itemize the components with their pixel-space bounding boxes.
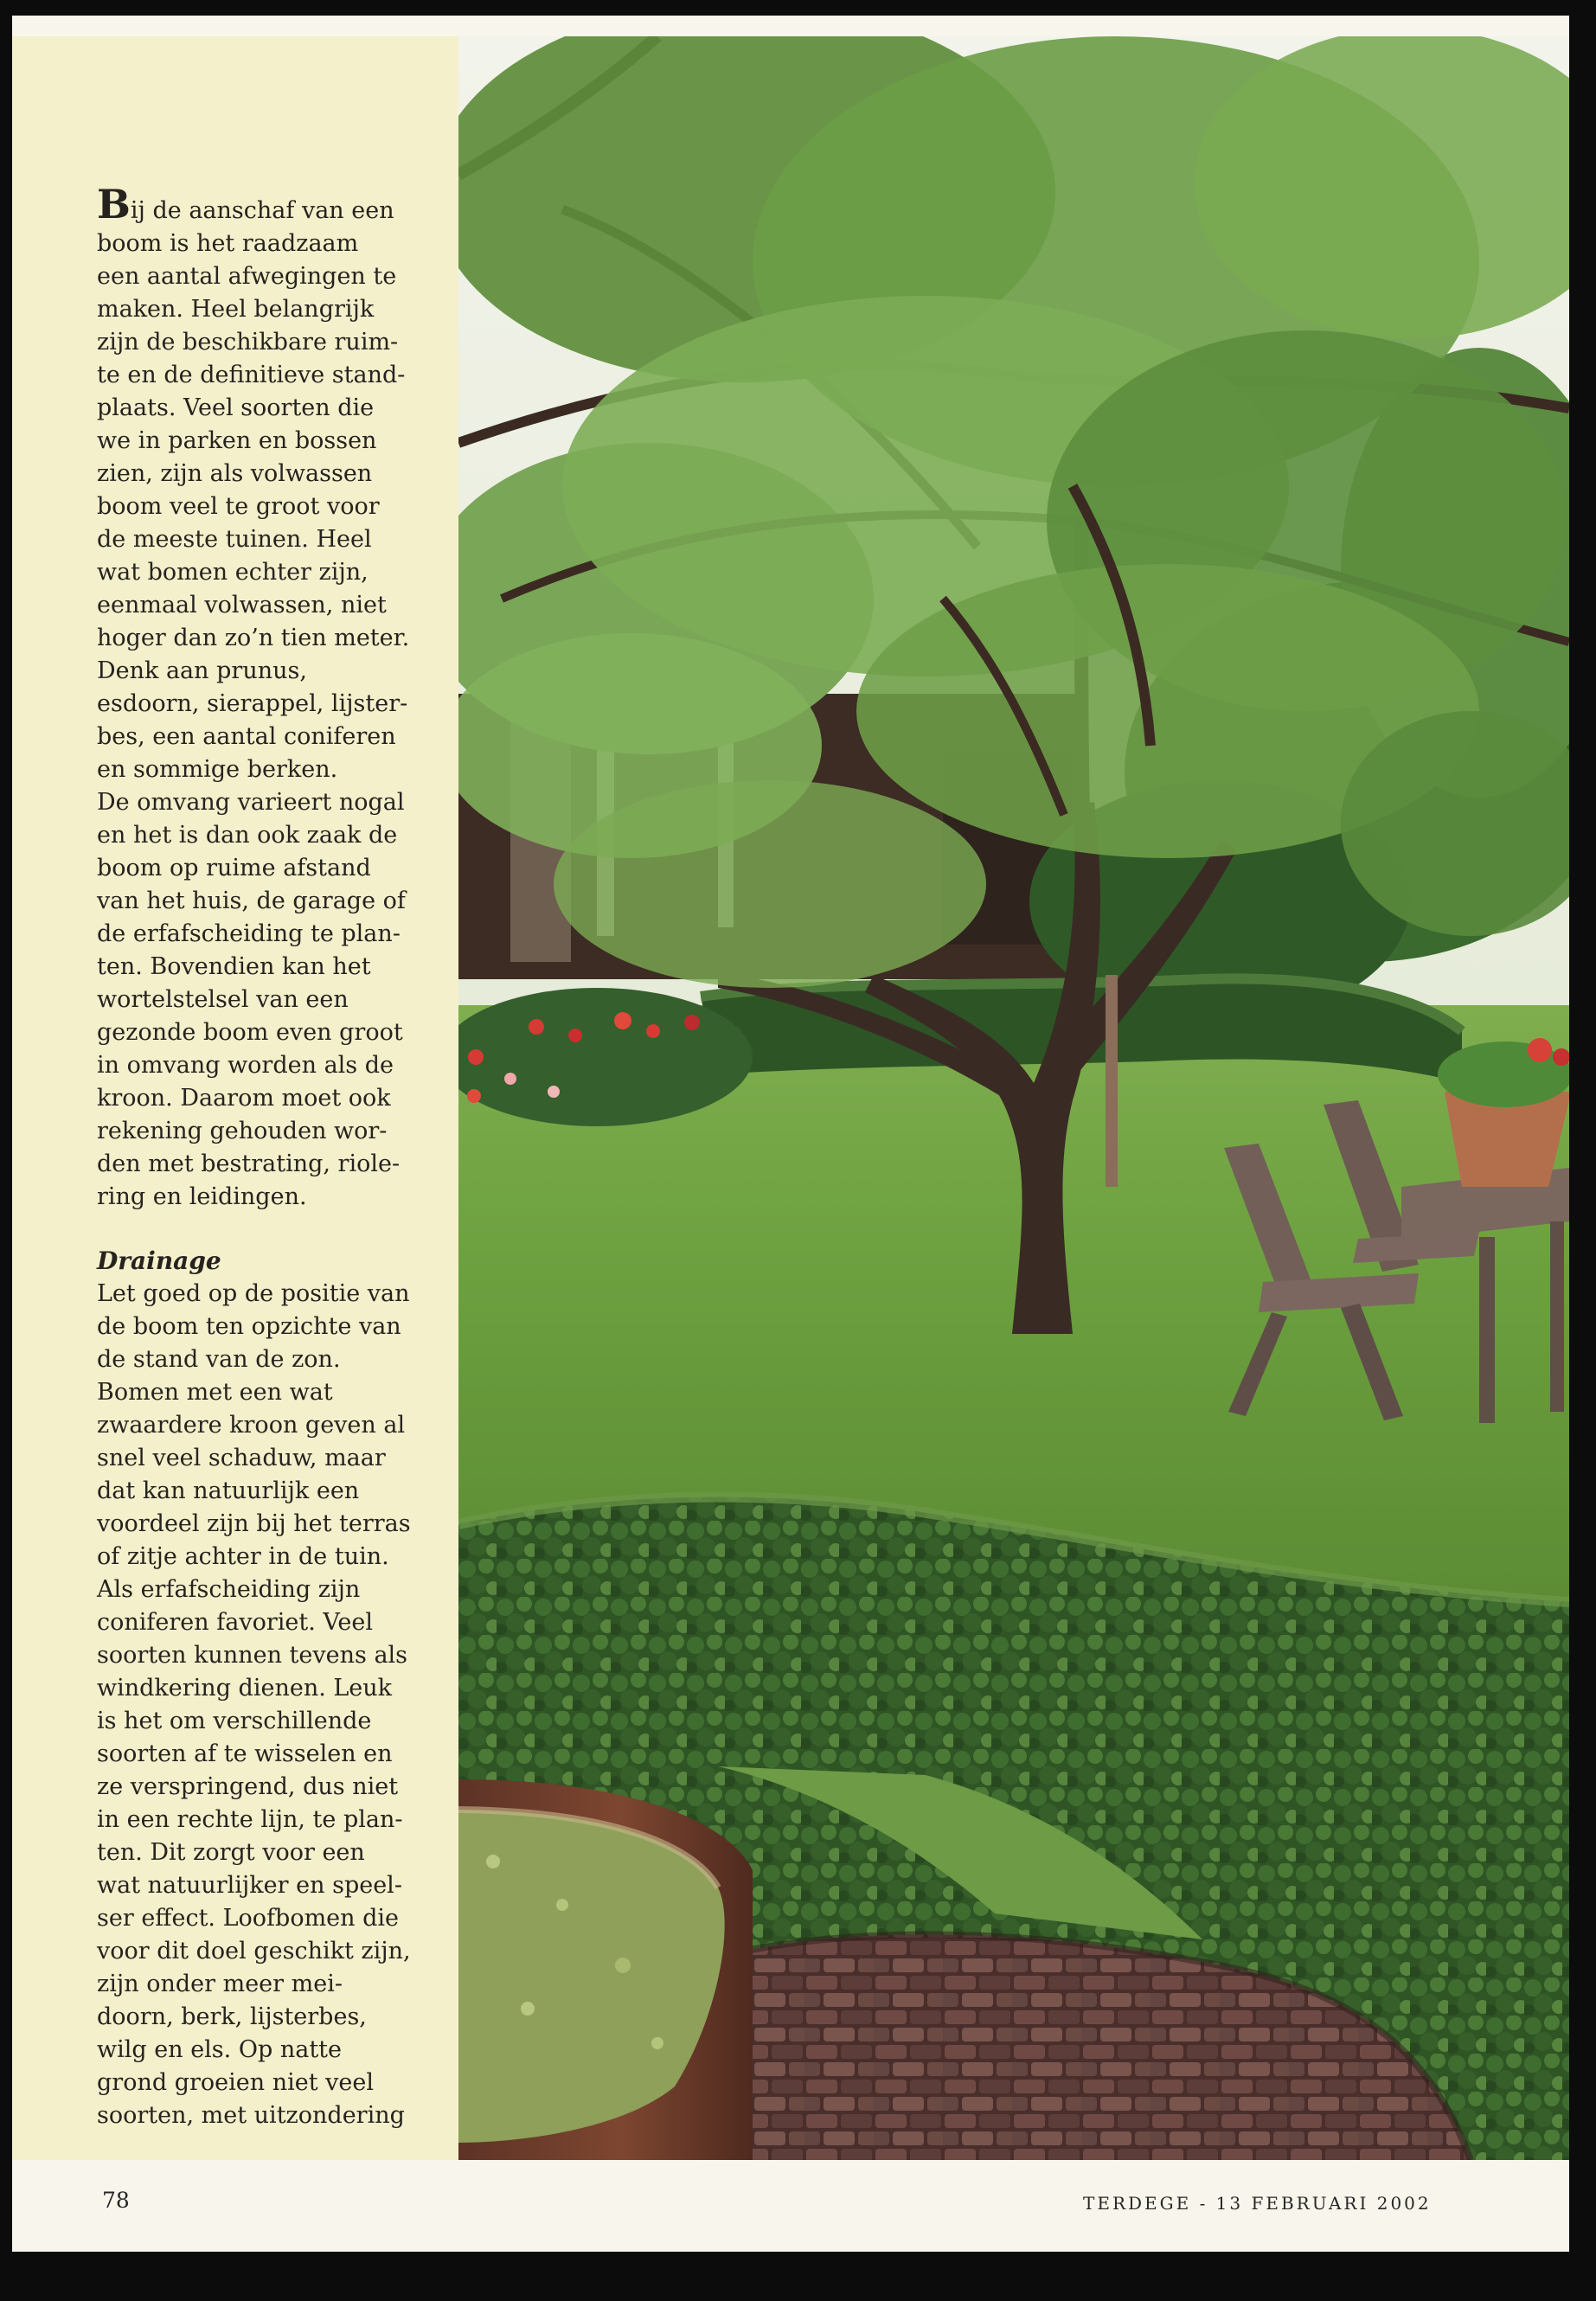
article-line: esdoorn, sierappel, lijster- bbox=[97, 690, 408, 717]
drainage-paragraph bbox=[97, 1278, 426, 2132]
article-line: in een rechte lijn, te plan- bbox=[97, 1806, 403, 1833]
article-line: bes, een aantal coniferen bbox=[97, 723, 396, 750]
article-line: de stand van de zon. bbox=[97, 1346, 341, 1373]
water-barrel bbox=[458, 1779, 753, 2160]
article-line: de meeste tuinen. Heel bbox=[97, 526, 372, 553]
article-line: coniferen favoriet. Veel bbox=[97, 1609, 373, 1636]
article-line: in omvang worden als de bbox=[97, 1052, 394, 1079]
article-line: voordeel zijn bij het terras bbox=[97, 1510, 411, 1537]
article-line: een aantal afwegingen te bbox=[97, 263, 397, 290]
article-line: voor dit doel geschikt zijn, bbox=[97, 1938, 411, 1965]
article-line: is het om verschillende bbox=[97, 1708, 372, 1734]
running-footer: TERDEGE - 13 FEBRUARI 2002 bbox=[1083, 2193, 1432, 2214]
article-line: plaats. Veel soorten die bbox=[97, 394, 375, 421]
article-line: soorten, met uitzondering bbox=[97, 2102, 405, 2129]
article-line: wat bomen echter zijn, bbox=[97, 559, 369, 586]
article-line: de erfafscheiding te plan- bbox=[97, 920, 401, 947]
article-line: den met bestrating, riole- bbox=[97, 1150, 401, 1177]
article-line: maken. Heel belangrijk bbox=[97, 296, 375, 323]
article-line: boom veel te groot voor bbox=[97, 493, 380, 520]
article-line: zijn de beschikbare ruim- bbox=[97, 329, 399, 356]
stake bbox=[1106, 975, 1118, 1187]
magazine-page bbox=[12, 16, 1569, 2252]
article-line: ser effect. Loofbomen die bbox=[97, 1905, 400, 1932]
article-line: eenmaal volwassen, niet bbox=[97, 592, 387, 619]
section-heading-drainage: Drainage bbox=[97, 1247, 221, 1275]
article-line: Als erfafscheiding zijn bbox=[97, 1576, 361, 1603]
article-line: soorten kunnen tevens als bbox=[97, 1642, 408, 1669]
article-line: te en de definitieve stand- bbox=[97, 362, 406, 388]
article-line: ten. Bovendien kan het bbox=[97, 953, 371, 980]
article-line: wortelstelsel van een bbox=[97, 986, 349, 1013]
article-line: de boom ten opzichte van bbox=[97, 1313, 401, 1340]
article-line-text: ij de aanschaf van een bbox=[130, 197, 394, 224]
article-line: ring en leidingen. bbox=[97, 1183, 307, 1210]
article-line: windkering dienen. Leuk bbox=[97, 1675, 393, 1702]
article-line: gezonde boom even groot bbox=[97, 1019, 403, 1046]
intro-paragraph bbox=[97, 181, 426, 1214]
article-line: hoger dan zo’n tien meter. bbox=[97, 625, 410, 651]
article-line: ten. Dit zorgt voor een bbox=[97, 1839, 365, 1866]
article-line: dat kan natuurlijk een bbox=[97, 1477, 360, 1504]
article-line: doorn, berk, lijsterbes, bbox=[97, 2003, 367, 2030]
article-line: rekening gehouden wor- bbox=[97, 1118, 388, 1144]
article-line: ze verspringend, dus niet bbox=[97, 1773, 399, 1800]
garden-photo bbox=[458, 36, 1569, 2160]
article-line: boom op ruime afstand bbox=[97, 855, 371, 881]
article-line: en sommige berken. bbox=[97, 756, 338, 783]
article-line: we in parken en bossen bbox=[97, 427, 377, 454]
article-line bbox=[97, 181, 426, 228]
article-line: kroon. Daarom moet ook bbox=[97, 1085, 391, 1112]
article-line: zwaardere kroon geven al bbox=[97, 1412, 406, 1439]
article-line: van het huis, de garage of bbox=[97, 888, 406, 914]
article-line: grond groeien niet veel bbox=[97, 2069, 374, 2096]
text-column bbox=[12, 36, 462, 2160]
page-number: 78 bbox=[102, 2188, 130, 2213]
article-line: zijn onder meer mei- bbox=[97, 1971, 343, 1997]
drop-cap: B bbox=[97, 181, 131, 228]
article-line: boom is het raadzaam bbox=[97, 230, 359, 257]
article-line: snel veel schaduw, maar bbox=[97, 1445, 386, 1471]
article-line: en het is dan ook zaak de bbox=[97, 822, 398, 849]
article-line: zien, zijn als volwassen bbox=[97, 460, 373, 487]
article-line: Bomen met een wat bbox=[97, 1379, 333, 1406]
article-line: wilg en els. Op natte bbox=[97, 2036, 342, 2063]
article-line: wat natuurlijker en speel- bbox=[97, 1872, 402, 1899]
article-line: De omvang varieert nogal bbox=[97, 789, 405, 816]
article-line: Denk aan prunus, bbox=[97, 657, 307, 684]
article-line: soorten af te wisselen en bbox=[97, 1740, 393, 1767]
article-body bbox=[97, 181, 426, 2132]
article-line: of zitje achter in de tuin. bbox=[97, 1543, 389, 1570]
article-line: Let goed op de positie van bbox=[97, 1280, 410, 1307]
